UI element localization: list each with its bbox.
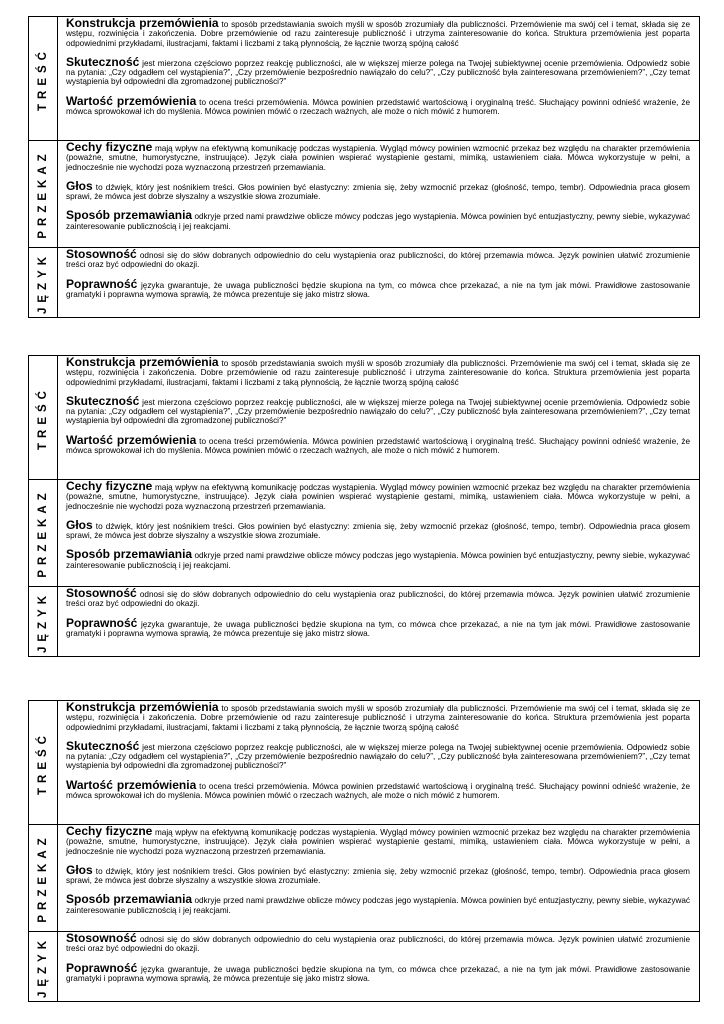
entry xyxy=(66,432,690,456)
section-tresc xyxy=(29,356,699,479)
evaluation-card-1 xyxy=(28,16,700,318)
section-label-cell xyxy=(29,356,58,479)
entry-text: to dźwięk, który jest nośnikiem treści. Głos powinien być elastyczny: zmienia się, żeby wzmocnić przekaz (głośność, tempo, tembr). Odpowiednia praca głosem sprawi, że mówca jest dobrze słyszalny a wszystkie słowa zrozumiałe. xyxy=(66,866,690,886)
section-przekaz xyxy=(29,479,699,586)
entry xyxy=(66,93,690,117)
entry-text: odnosi się do słów dobranych odpowiednio do celu wystąpienia oraz publiczności, do której przemawia mówca. Język powinien ułatwić zrozumienie treści oraz być odpowiedni do okazji. xyxy=(66,590,690,609)
entry-term: Cechy fizyczne xyxy=(66,479,153,493)
entry-text: odnosi się do słów dobranych odpowiednio do celu wystąpienia oraz publiczności, do której przemawia mówca. Język powinien ułatwić zrozumienie treści oraz być odpowiedni do okazji. xyxy=(66,251,690,270)
entry-text: jest mierzona częściowo poprzez reakcję publiczności, ale w większej mierze polega na Twojej subiektywnej ocenie przemówienia. Odpowiedz sobie na pytania: „Czy odgadłem cel wystąpienia?”, „Czy przemówienie bezpośrednio nawiązało do celu?”, „Czy publiczność była zainteresowana przemówieniem?”, „Czy temat wystąpienia był odpowiedni dla zgromadzonej publiczności?” xyxy=(66,58,690,87)
entry xyxy=(66,276,690,300)
entry-term: Poprawność xyxy=(66,960,138,975)
entry-term: Konstrukcja przemówienia xyxy=(66,356,219,369)
entry xyxy=(66,54,690,87)
section-tresc xyxy=(29,17,699,140)
entry-text: to dźwięk, który jest nośnikiem treści. Głos powinien być elastyczny: zmienia się, żeby wzmocnić przekaz (głośność, tempo, tembr). Odpowiednia praca głosem sprawi, że mówca jest dobrze słyszalny a wszystkie słowa zrozumiałe. xyxy=(66,182,690,202)
entry-term: Stosowność xyxy=(66,247,137,261)
entry xyxy=(66,178,690,202)
entry-text: odkryje przed nami prawdziwe oblicze mówcy podczas jego wystąpienia. Mówca powinien być entuzjastyczny, pewny siebie, wykazywać zainteresowanie publicznością i jej reakcjami. xyxy=(66,551,691,570)
section-body xyxy=(58,248,699,317)
entry xyxy=(66,208,691,231)
section-label-cell xyxy=(29,932,58,1001)
entry-text: języka gwarantuje, że uwaga publiczności będzie skupiona na tym, co mówca chce przekazać, a nie na tym jak mówi. Prawidłowe zastosowanie gramatyki i poprawna wymowa sprawią, że mówca prezentuje się jako mistrz słowa. xyxy=(66,619,690,638)
entry-term: Cechy fizyczne xyxy=(66,824,153,838)
section-body xyxy=(58,356,699,479)
entry xyxy=(66,892,691,915)
section-label-cell xyxy=(29,480,58,586)
entry-text: odnosi się do słów dobranych odpowiednio do celu wystąpienia oraz publiczności, do której przemawia mówca. Język powinien ułatwić zrozumienie treści oraz być odpowiedni do okazji. xyxy=(66,935,690,954)
entry-text: jest mierzona częściowo poprzez reakcję publiczności, ale w większej mierze polega na Twojej subiektywnej ocenie przemówienia. Odpowiedz sobie na pytania: „Czy odgadłem cel wystąpienia?”, „Czy przemówienie bezpośrednio nawiązało do celu?”, „Czy publiczność była zainteresowana przemówieniem?”, „Czy temat wystąpienia był odpowiedni dla zgromadzonej publiczności?” xyxy=(66,397,690,426)
section-label: JĘZYK xyxy=(37,590,49,653)
section-body xyxy=(58,480,699,586)
section-label-cell xyxy=(29,141,58,247)
section-label: JĘZYK xyxy=(37,935,49,998)
entry xyxy=(66,358,690,387)
entry xyxy=(66,586,690,609)
entry-term: Wartość przemówienia xyxy=(66,777,197,792)
entry xyxy=(66,777,690,801)
section-label-cell xyxy=(29,825,58,931)
entry-text: to sposób przedstawiania swoich myśli w sposób zrozumiały dla publiczności. Przemówienie ma swój cel i temat, składa się ze wstępu, rozwinięcia i zakończenia. Dobre przemówienie od razu zainteresuje publiczność i utrzyma zainteresowanie do końca. Struktura przemówienia jest poparta odpowiednimi przykładami, ilustracjami, faktami i liczbami z taką płynnością, że łącznie tworzą spójną całość xyxy=(66,704,690,732)
entry-term: Głos xyxy=(66,178,93,193)
entry xyxy=(66,547,691,570)
entry xyxy=(66,738,690,771)
entry-term: Cechy fizyczne xyxy=(66,140,153,154)
section-jezyk xyxy=(29,247,699,317)
section-body xyxy=(58,701,699,824)
entry-term: Sposób przemawiania xyxy=(66,208,193,223)
section-label: TREŚĆ xyxy=(37,46,49,111)
section-body xyxy=(58,825,699,931)
entry-text: to ocena treści przemówienia. Mówca powinien przedstawić wartościową i oryginalną treść. Słuchający powinni odnieść wrażenie, że mówca sprowokował ich do myślenia. Mówca powinien mówić o rzeczach ważnych, ale może o nich mówić z humorem. xyxy=(66,436,690,456)
entry xyxy=(66,824,690,856)
section-label-cell xyxy=(29,248,58,317)
section-label-cell xyxy=(29,17,58,140)
section-tresc xyxy=(29,701,699,824)
entry-term: Głos xyxy=(66,862,93,877)
entry-text: języka gwarantuje, że uwaga publiczności będzie skupiona na tym, co mówca chce przekazać, a nie na tym jak mówi. Prawidłowe zastosowanie gramatyki i poprawna wymowa sprawią, że mówca prezentuje się jako mistrz słowa. xyxy=(66,280,690,299)
section-label-cell xyxy=(29,587,58,656)
section-label: JĘZYK xyxy=(37,251,49,314)
section-body xyxy=(58,17,699,140)
entry xyxy=(66,140,690,172)
entry-term: Poprawność xyxy=(66,615,138,630)
entry xyxy=(66,703,690,732)
entry-text: mają wpływ na efektywną komunikację podczas wystąpienia. Wygląd mówcy powinien wzmocnić przekaz bez względu na charakter przemówienia (poważne, smutne, humorystyczne, instruujące). Język ciała powinien wspierać wystąpienie gestami, mimiką, ustawieniem ciała. Mówca wykorzystuje w pełni, a jednocześnie nie wychodzi poza wyznaczoną przestrzeń przemawiania. xyxy=(66,144,690,172)
section-label: PRZEKAZ xyxy=(37,488,49,578)
section-label-cell xyxy=(29,701,58,824)
entry xyxy=(66,247,690,270)
entry xyxy=(66,517,690,541)
entry xyxy=(66,615,690,639)
evaluation-card-2 xyxy=(28,355,700,657)
entry-text: jest mierzona częściowo poprzez reakcję publiczności, ale w większej mierze polega na Twojej subiektywnej ocenie przemówienia. Odpowiedz sobie na pytania: „Czy odgadłem cel wystąpienia?”, „Czy przemówienie bezpośrednio nawiązało do celu?”, „Czy publiczność była zainteresowana przemówieniem?”, „Czy temat wystąpienia był odpowiedni dla zgromadzonej publiczności?” xyxy=(66,742,690,771)
entry-term: Stosowność xyxy=(66,931,137,945)
entry-text: mają wpływ na efektywną komunikację podczas wystąpienia. Wygląd mówcy powinien wzmocnić przekaz bez względu na charakter przemówienia (poważne, smutne, humorystyczne, instruujące). Język ciała powinien wspierać wystąpienie gestami, mimiką, ustawieniem ciała. Mówca wykorzystuje w pełni, a jednocześnie nie wychodzi poza wyznaczoną przestrzeń przemawiania. xyxy=(66,828,690,856)
entry xyxy=(66,931,690,954)
section-label: TREŚĆ xyxy=(37,385,49,450)
section-body xyxy=(58,932,699,1001)
section-body xyxy=(58,141,699,247)
entry-text: odkryje przed nami prawdziwe oblicze mówcy podczas jego wystąpienia. Mówca powinien być entuzjastyczny, pewny siebie, wykazywać zainteresowanie publicznością i jej reakcjami. xyxy=(66,896,691,915)
entry-term: Konstrukcja przemówienia xyxy=(66,701,219,714)
entry-text: to sposób przedstawiania swoich myśli w sposób zrozumiały dla publiczności. Przemówienie ma swój cel i temat, składa się ze wstępu, rozwinięcia i zakończenia. Dobre przemówienie od razu zainteresuje publiczność i utrzyma zainteresowanie do końca. Struktura przemówienia jest poparta odpowiednimi przykładami, ilustracjami, faktami i liczbami z taką płynnością, że łącznie tworzą spójną całość xyxy=(66,20,690,48)
entry-term: Konstrukcja przemówienia xyxy=(66,17,219,30)
section-przekaz xyxy=(29,140,699,247)
entry-term: Sposób przemawiania xyxy=(66,547,193,562)
entry-text: to sposób przedstawiania swoich myśli w sposób zrozumiały dla publiczności. Przemówienie ma swój cel i temat, składa się ze wstępu, rozwinięcia i zakończenia. Dobre przemówienie od razu zainteresuje publiczność i utrzyma zainteresowanie do końca. Struktura przemówienia jest poparta odpowiednimi przykładami, ilustracjami, faktami i liczbami z taką płynnością, że łącznie tworzą spójną całość xyxy=(66,359,690,387)
section-label: PRZEKAZ xyxy=(37,149,49,239)
section-body xyxy=(58,587,699,656)
entry-term: Głos xyxy=(66,517,93,532)
entry-term: Skuteczność xyxy=(66,393,140,408)
entry-term: Wartość przemówienia xyxy=(66,93,197,108)
entry-term: Wartość przemówienia xyxy=(66,432,197,447)
entry-text: to ocena treści przemówienia. Mówca powinien przedstawić wartościową i oryginalną treść. Słuchający powinni odnieść wrażenie, że mówca sprowokował ich do myślenia. Mówca powinien mówić o rzeczach ważnych, ale może o nich mówić z humorem. xyxy=(66,97,690,117)
entry-term: Poprawność xyxy=(66,276,138,291)
entry-text: odkryje przed nami prawdziwe oblicze mówcy podczas jego wystąpienia. Mówca powinien być entuzjastyczny, pewny siebie, wykazywać zainteresowanie publicznością i jej reakcjami. xyxy=(66,212,691,231)
section-jezyk xyxy=(29,931,699,1001)
entry-term: Skuteczność xyxy=(66,54,140,69)
section-label: TREŚĆ xyxy=(37,730,49,795)
entry-text: języka gwarantuje, że uwaga publiczności będzie skupiona na tym, co mówca chce przekazać, a nie na tym jak mówi. Prawidłowe zastosowanie gramatyki i poprawna wymowa sprawią, że mówca prezentuje się jako mistrz słowa. xyxy=(66,964,690,983)
section-label: PRZEKAZ xyxy=(37,833,49,923)
entry xyxy=(66,19,690,48)
entry-text: to dźwięk, który jest nośnikiem treści. Głos powinien być elastyczny: zmienia się, żeby wzmocnić przekaz (głośność, tempo, tembr). Odpowiednia praca głosem sprawi, że mówca jest dobrze słyszalny a wszystkie słowa zrozumiałe. xyxy=(66,521,690,541)
entry xyxy=(66,393,690,426)
entry xyxy=(66,960,690,984)
entry-text: to ocena treści przemówienia. Mówca powinien przedstawić wartościową i oryginalną treść. Słuchający powinni odnieść wrażenie, że mówca sprowokował ich do myślenia. Mówca powinien mówić o rzeczach ważnych, ale może o nich mówić z humorem. xyxy=(66,781,690,801)
entry xyxy=(66,862,690,886)
evaluation-card-3 xyxy=(28,700,700,1002)
section-przekaz xyxy=(29,824,699,931)
entry-text: mają wpływ na efektywną komunikację podczas wystąpienia. Wygląd mówcy powinien wzmocnić przekaz bez względu na charakter przemówienia (poważne, smutne, humorystyczne, instruujące). Język ciała powinien wspierać wystąpienie gestami, mimiką, ustawieniem ciała. Mówca wykorzystuje w pełni, a jednocześnie nie wychodzi poza wyznaczoną przestrzeń przemawiania. xyxy=(66,483,690,511)
entry-term: Skuteczność xyxy=(66,738,140,753)
entry xyxy=(66,479,690,511)
section-jezyk xyxy=(29,586,699,656)
entry-term: Stosowność xyxy=(66,586,137,600)
entry-term: Sposób przemawiania xyxy=(66,892,193,907)
